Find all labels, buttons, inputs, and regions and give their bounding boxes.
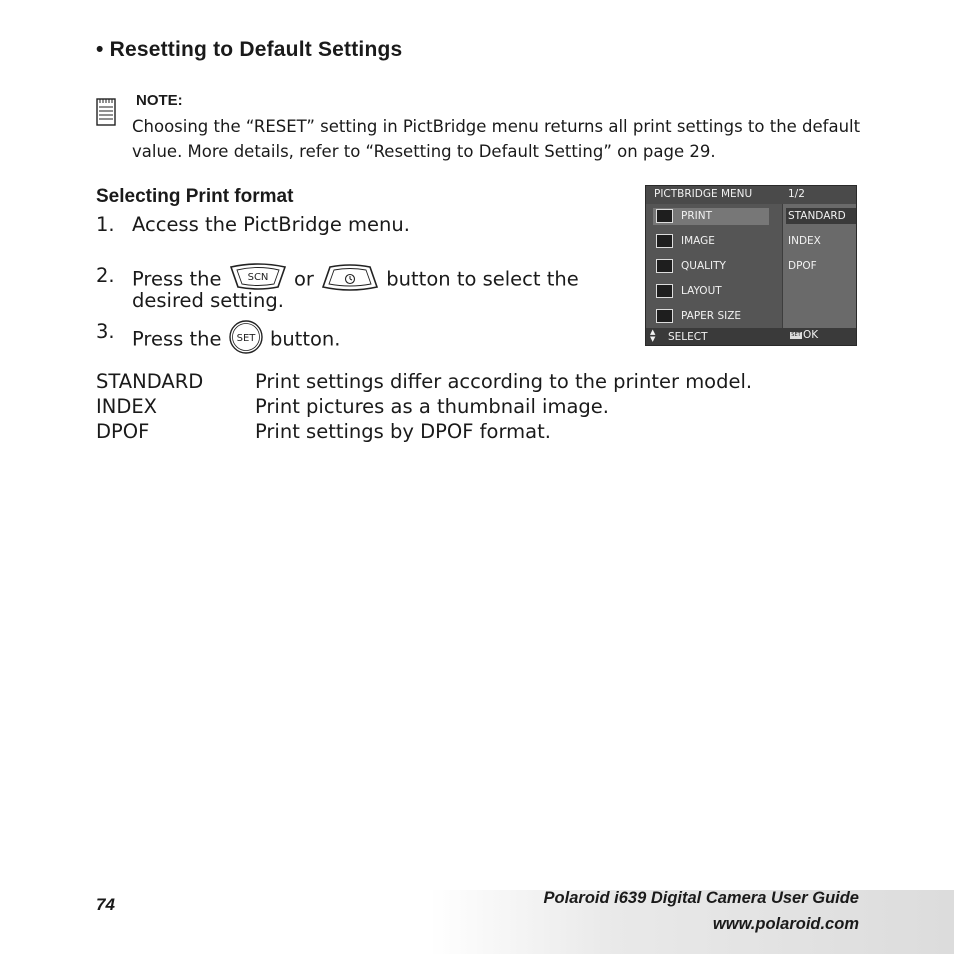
layout-icon — [656, 284, 673, 298]
set-label: SET — [236, 333, 256, 344]
set-key-icon: SET — [791, 332, 801, 338]
step-text: button. — [269, 327, 341, 351]
print-icon — [656, 209, 673, 223]
definition-description: Print settings differ according to the printer model. — [255, 370, 753, 393]
menu-item-paper-size[interactable] — [653, 308, 769, 325]
option-standard[interactable] — [786, 208, 856, 224]
definition-row — [96, 394, 816, 419]
note-icon — [96, 98, 116, 126]
menu-option-list — [783, 204, 856, 328]
step-text: Access the PictBridge menu. — [132, 213, 410, 236]
menu-header — [646, 186, 856, 204]
up-down-arrows-icon: ▲ ▼ — [650, 328, 656, 343]
menu-item-label: PRINT — [681, 210, 712, 222]
step-text: button to select the — [386, 267, 579, 291]
menu-item-label: LAYOUT — [681, 285, 722, 297]
self-timer-button-icon — [320, 263, 380, 297]
note-body: Choosing the “RESET” setting in PictBridge menu returns all print settings to the default value. More details, refer to “Resetting to Default Setting” on page 29. — [132, 117, 861, 161]
definition-term: DPOF — [96, 420, 150, 443]
definition-row — [96, 369, 816, 394]
menu-title: PICTBRIDGE MENU — [654, 188, 753, 200]
footer-ok-label: OK — [803, 329, 819, 341]
set-button-icon — [228, 319, 264, 361]
paper-size-icon — [656, 309, 673, 323]
pictbridge-menu-screen — [645, 185, 857, 346]
menu-item-quality[interactable] — [653, 258, 769, 275]
option-label: DPOF — [788, 260, 817, 272]
menu-item-image[interactable] — [653, 233, 769, 250]
definition-row — [96, 419, 816, 444]
page-title: • Resetting to Default Settings — [96, 38, 403, 61]
guide-title: Polaroid i639 Digital Camera User Guide — [543, 889, 859, 907]
option-label: INDEX — [788, 235, 821, 247]
menu-item-label: PAPER SIZE — [681, 310, 742, 322]
step-number: 2. — [96, 264, 115, 287]
step-3 — [96, 318, 616, 352]
step-text: Press the — [132, 267, 222, 291]
menu-footer — [646, 328, 856, 345]
definition-term: INDEX — [96, 395, 158, 418]
menu-item-layout[interactable] — [653, 283, 769, 300]
menu-item-label: IMAGE — [681, 235, 715, 247]
definition-term: STANDARD — [96, 370, 204, 393]
definition-description: Print settings by DPOF format. — [255, 420, 551, 443]
option-dpof[interactable] — [786, 258, 856, 274]
website-url: www.polaroid.com — [712, 915, 859, 933]
step-number: 1. — [96, 213, 115, 236]
menu-item-list — [646, 204, 782, 328]
scn-label: SCN — [247, 272, 269, 283]
option-index[interactable] — [786, 233, 856, 249]
step-number: 3. — [96, 320, 115, 343]
menu-item-label: QUALITY — [681, 260, 726, 272]
page-number: 74 — [96, 895, 115, 914]
format-definitions — [96, 369, 816, 444]
quality-icon — [656, 259, 673, 273]
image-icon — [656, 234, 673, 248]
step-text: Press the — [132, 327, 222, 351]
definition-description: Print pictures as a thumbnail image. — [255, 395, 609, 418]
menu-page-indicator: 1/2 — [788, 188, 805, 200]
step-2 — [96, 261, 616, 313]
note-heading: NOTE: — [136, 92, 183, 109]
step-1 — [96, 212, 616, 238]
step-text-line2: desired setting. — [132, 289, 284, 312]
menu-item-print[interactable] — [653, 208, 769, 225]
section-heading: Selecting Print format — [96, 186, 294, 207]
option-label: STANDARD — [788, 210, 846, 222]
footer-select-label: SELECT — [668, 331, 708, 343]
step-text: or — [293, 267, 314, 291]
